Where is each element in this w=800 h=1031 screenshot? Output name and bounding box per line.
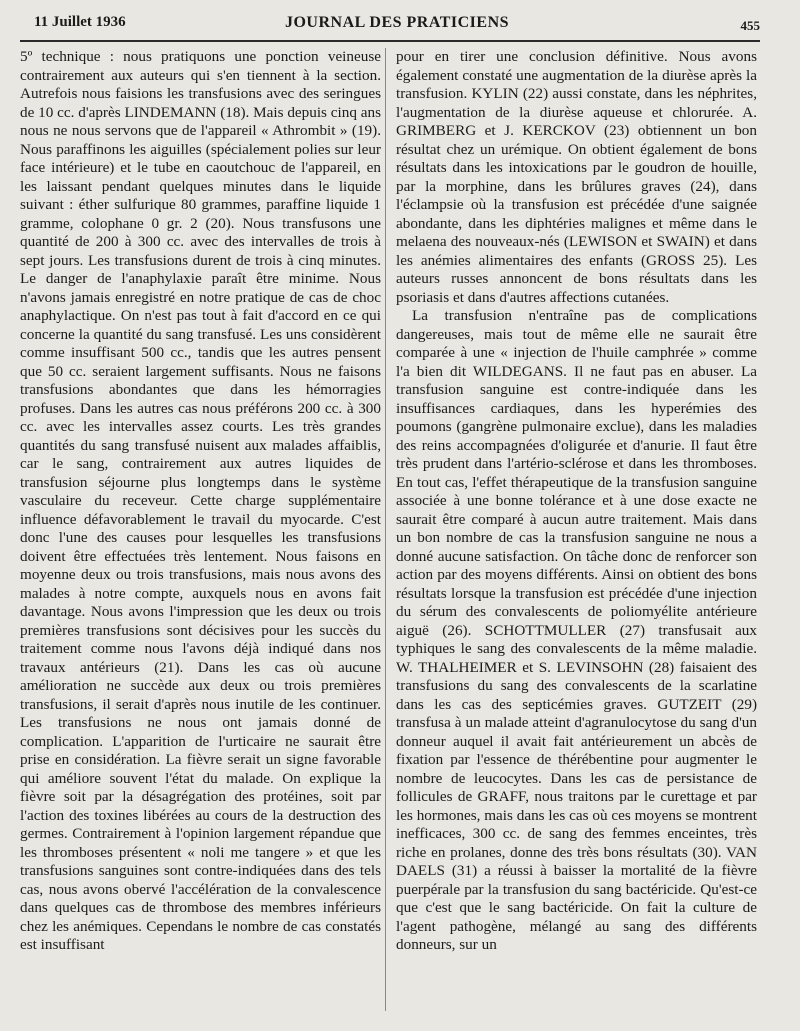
header-rule [20,40,760,42]
left-column [20,48,381,955]
right-paragraph-1: pour en tirer une conclusion définitive. Nous avons également constaté une augmentation de la diurèse après la transfusion. KYLIN (22) aussi constate, dans les néphrites, l'augmentation de la diurèse aqueuse et chlorurée. A. GRIMBERG et J. KERCKOV (23) obtiennent un bon résultat chez un urémique. On obtient également de bons résultats dans les intoxications par le goudron de houille, par la morphine, dans les brûlures graves (24), dans l'éclampsie où la transfusion est précédée d'une saignée abondante, dans les diphtéries malignes et même dans le melaena des nouveaux-nés (LEWISON et SWAIN) et dans les anémies alimentaires des enfants (GROSS 25). Les auteurs russes annoncent de bons résultats dans les psoriasis et dans d'autres affections cutanées. [396,48,757,306]
page-header [34,14,760,36]
left-paragraph-1: 5º technique : nous pratiquons une ponction veineuse contrairement aux auteurs qui s'en tiennent à la section. Autrefois nous faisions les transfusions avec des seringues de 10 cc. d'après LINDEMANN (18). Mais depuis cinq ans nous ne nous servons que de l'appareil « Athrombit » (19). Nous paraffinons les aiguilles (spécialement polies sur leur face intérieure) et le tube en caoutchouc de l'appareil, en les laissant pendant quelques minutes dans le liquide suivant : éther sulfurique 80 grammes, paraffine liquide 1 gramme, colophane 0 gr. 2 (20). Nous transfusons une quantité de 200 à 300 cc. avec des intervalles de trois à sept jours. Les transfusions durent de trois à cinq minutes. Le danger de l'anaphylaxie paraît être minime. Nous n'avons jamais enregistré en notre pratique de cas de choc anaphylactique. On n'est pas tout à fait d'accord en ce qui concerne la quantité du sang transfusé. Les uns considèrent comme insuffisant 500 cc., tandis que les autres pensent que 50 cc. seraient largement suffisants. Nous ne faisons transfusions abondantes que dans les hémorragies profuses. Dans les autres cas nous préférons 200 cc. à 300 cc. avec les intervalles assez courts. Les très grandes quantités du sang transfusé nuisent aux malades affaiblis, car le sang, contrairement aux autres liquides de transfusion séjourne plus longtemps dans le système vasculaire du receveur. Cette charge supplémentaire influence défavorablement le travail du myocarde. C'est donc l'une des causes pour lesquelles les transfusions doivent être effectuées très lentement. Nous faisons en moyenne deux ou trois transfusions, mais nous avons des malades à notre compte, auxquels nous en avons fait davantage. Nous avons l'impression que les deux ou trois premières transfusions sont décisives pour les succès du traitement comme nous l'avons déjà indiqué dans nos travaux antérieurs (21). Dans les cas où aucune amélioration ne succède aux deux ou trois premières transfusions, il serait d'après nous inutile de les continuer. Les transfusions ne nous ont jamais donné de complication. L'apparition de l'urticaire ne saurait être prise en considération. La fièvre serait un signe favorable qui améliore souvent l'état du malade. On explique la fièvre soit par la désagrégation des protéines, soit par l'action des toxines libérées au cours de la destruction des germes. Contrairement à l'opinion largement répandue que les thromboses présentent « noli me tangere » et que les transfusions sanguines sont contre-indiquées dans des tels cas, nous avons obervé l'accélération de la convalescence dans quelques cas de thrombose des membres inférieurs chez les anémiques. Cependans le nombre de cas constatés est insuffisant [20,48,381,953]
right-paragraph-2: La transfusion n'entraîne pas de complications dangereuses, mais tout de même elle ne saurait être comparée à une « injection de l'huile camphrée » comme l'a bien dit WILDEGANS. Il ne faut pas en abuser. La transfusion sanguine est contre-indiquée dans les insuffisances cardiaques, dans les hyperémies des poumons (gangrène pulmonaire exclue), dans les maladies des reins accompagnées d'oligurée et d'anurie. Il faut être très prudent dans l'artério-sclérose et dans les thromboses. En tout cas, l'effet thérapeutique de la transfusion sanguine associée à une bonne tolérance et à une dose exacte ne saurait être comparé à aucun autre traitement. Mais dans un bon nombre de cas la transfusion sanguine ne nous a donné aucune satisfaction. On tâche donc de renforcer son action par des moyens différents. Ainsi on obtient des bons résultats lorsque la transfusion est précédée d'une injection du sérum des convalescents de poliomyélite antérieure aiguë (26). SCHOTTMULLER (27) transfusait aux typhiques le sang des convalescents de la même maladie. W. THALHEIMER et S. LEVINSOHN (28) faisaient des transfusions du sang des convalescents de la scarlatine dans les cas des septicémies graves. GUTZEIT (29) transfusa à un malade atteint d'agranulocytose du sang d'un donneur auquel il avait fait antérieurement un abcès de fixation par l'essence de thérébentine pour augmenter le nombre de leucocytes. Dans les cas de persistance de follicules de GRAFF, nous traitons par le curettage et par les hormones, mais dans les cas où ces moyens se montrent inefficaces, 300 cc. de sang des femmes enceintes, très riche en prolanes, donne des très bons résultats (30). VAN DAELS (31) a réussi à baisser la mortalité de la fièvre puerpérale par la transfusion du sang bactéricide. Qu'est-ce que c'est que le sang bactéricide. On fait la culture de l'agent pathogène, mélangé au sang des différents donneurs, sur un [396,307,757,953]
right-column [396,48,757,955]
header-journal-title: JOURNAL DES PRATICIENS [284,14,510,31]
column-divider [385,48,386,1011]
header-date: 11 Juillet 1936 [34,14,126,30]
header-page-number: 455 [740,18,760,33]
